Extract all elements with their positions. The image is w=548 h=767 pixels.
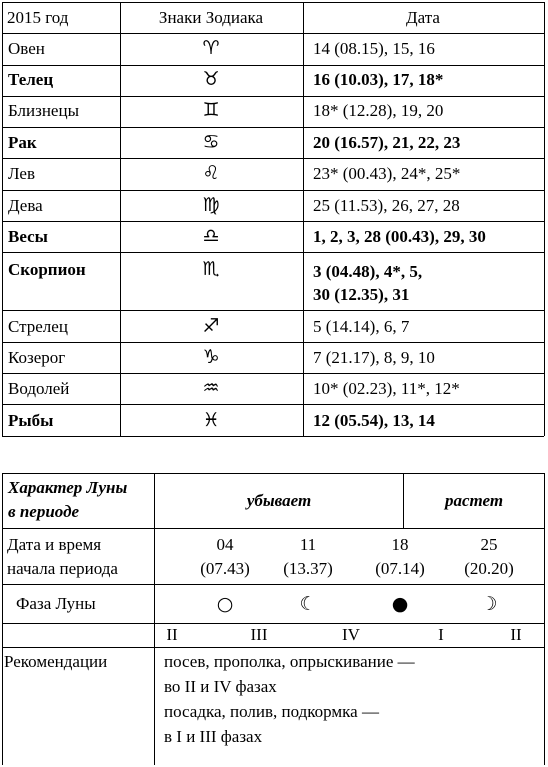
moon-phase-label: Фаза Луны	[16, 594, 96, 613]
sign-name: Дева	[8, 196, 43, 215]
new-moon-icon: ●	[391, 593, 409, 615]
cancer-icon: ♋︎	[202, 131, 220, 153]
sign-dates: 16 (10.03), 17, 18*	[313, 70, 444, 89]
sign-dates: 12 (05.54), 13, 14	[313, 411, 435, 430]
scorpio-icon: ♏︎	[202, 258, 220, 280]
period-day: 18	[391, 535, 409, 554]
moon-character-label-line2: в периоде	[8, 502, 80, 521]
sagittarius-icon: ♐︎	[202, 315, 220, 337]
sign-name: Овен	[8, 39, 45, 58]
moon-quarter: II	[510, 625, 522, 644]
recommendation-line: в I и III фазах	[164, 727, 263, 746]
period-date-label: Дата и время	[7, 535, 102, 554]
period-day: 11	[299, 535, 317, 554]
moon-quarter: I	[438, 625, 444, 644]
capricorn-icon: ♑︎	[202, 346, 220, 368]
header-year: 2015 год	[7, 8, 69, 27]
last-quarter-icon: ☾	[299, 593, 317, 615]
header-date: Дата	[406, 8, 440, 27]
full-moon-icon: ○	[216, 593, 234, 615]
period-time: (07.43)	[200, 559, 250, 578]
sign-dates: 18* (12.28), 19, 20	[313, 101, 444, 120]
sign-name: Скорпион	[8, 260, 86, 279]
pisces-icon: ♓︎	[202, 409, 220, 431]
sign-dates: 1, 2, 3, 28 (00.43), 29, 30	[313, 227, 486, 246]
moon-character-label: Характер Луны	[8, 478, 128, 497]
taurus-icon: ♉︎	[202, 68, 220, 90]
sign-name: Стрелец	[8, 317, 68, 336]
recommendation-line: во II и IV фазах	[164, 677, 277, 696]
moon-quarter: IV	[342, 625, 360, 644]
sign-dates: 10* (02.23), 11*, 12*	[313, 379, 460, 398]
leo-icon: ♌︎	[202, 162, 220, 184]
sign-dates: 14 (08.15), 15, 16	[313, 39, 435, 58]
period-time: (13.37)	[283, 559, 333, 578]
sign-name: Весы	[8, 227, 48, 246]
sign-dates: 23* (00.43), 24*, 25*	[313, 164, 461, 183]
aquarius-icon: ♒︎	[202, 377, 220, 399]
moon-quarter: III	[250, 625, 268, 644]
sign-dates-line2: 30 (12.35), 31	[313, 285, 410, 304]
period-time: (07.14)	[375, 559, 425, 578]
aries-icon: ♈︎	[202, 37, 220, 59]
sign-dates: 20 (16.57), 21, 22, 23	[313, 133, 461, 152]
sign-name: Рак	[8, 133, 37, 152]
gemini-icon: ♊︎	[202, 99, 220, 121]
moon-waning-label: убывает	[246, 491, 312, 510]
moon-quarter: II	[166, 625, 178, 644]
sign-dates: 5 (14.14), 6, 7	[313, 317, 410, 336]
recommendations-label: Рекомендации	[4, 652, 108, 671]
moon-waxing-label: растет	[444, 491, 504, 510]
sign-dates: 7 (21.17), 8, 9, 10	[313, 348, 435, 367]
moon-table	[0, 455, 548, 767]
sign-name: Козерог	[8, 348, 66, 367]
recommendation-line: посадка, полив, подкормка —	[164, 702, 379, 721]
sign-name: Водолей	[8, 379, 70, 398]
virgo-icon: ♍︎	[202, 194, 220, 216]
period-time: (20.20)	[464, 559, 514, 578]
sign-name: Близнецы	[8, 101, 79, 120]
libra-icon: ♎︎	[202, 225, 220, 247]
period-date-label-line2: начала периода	[7, 559, 118, 578]
sign-name: Лев	[8, 164, 35, 183]
sign-name: Рыбы	[8, 411, 54, 430]
recommendation-line: посев, прополка, опрыскивание —	[164, 652, 415, 671]
period-day: 04	[216, 535, 234, 554]
first-quarter-icon: ☽	[480, 593, 498, 615]
sign-dates: 25 (11.53), 26, 27, 28	[313, 196, 460, 215]
period-day: 25	[480, 535, 498, 554]
sign-dates: 3 (04.48), 4*, 5,	[313, 262, 423, 281]
header-signs: Знаки Зодиака	[158, 8, 264, 27]
sign-name: Телец	[8, 70, 54, 89]
